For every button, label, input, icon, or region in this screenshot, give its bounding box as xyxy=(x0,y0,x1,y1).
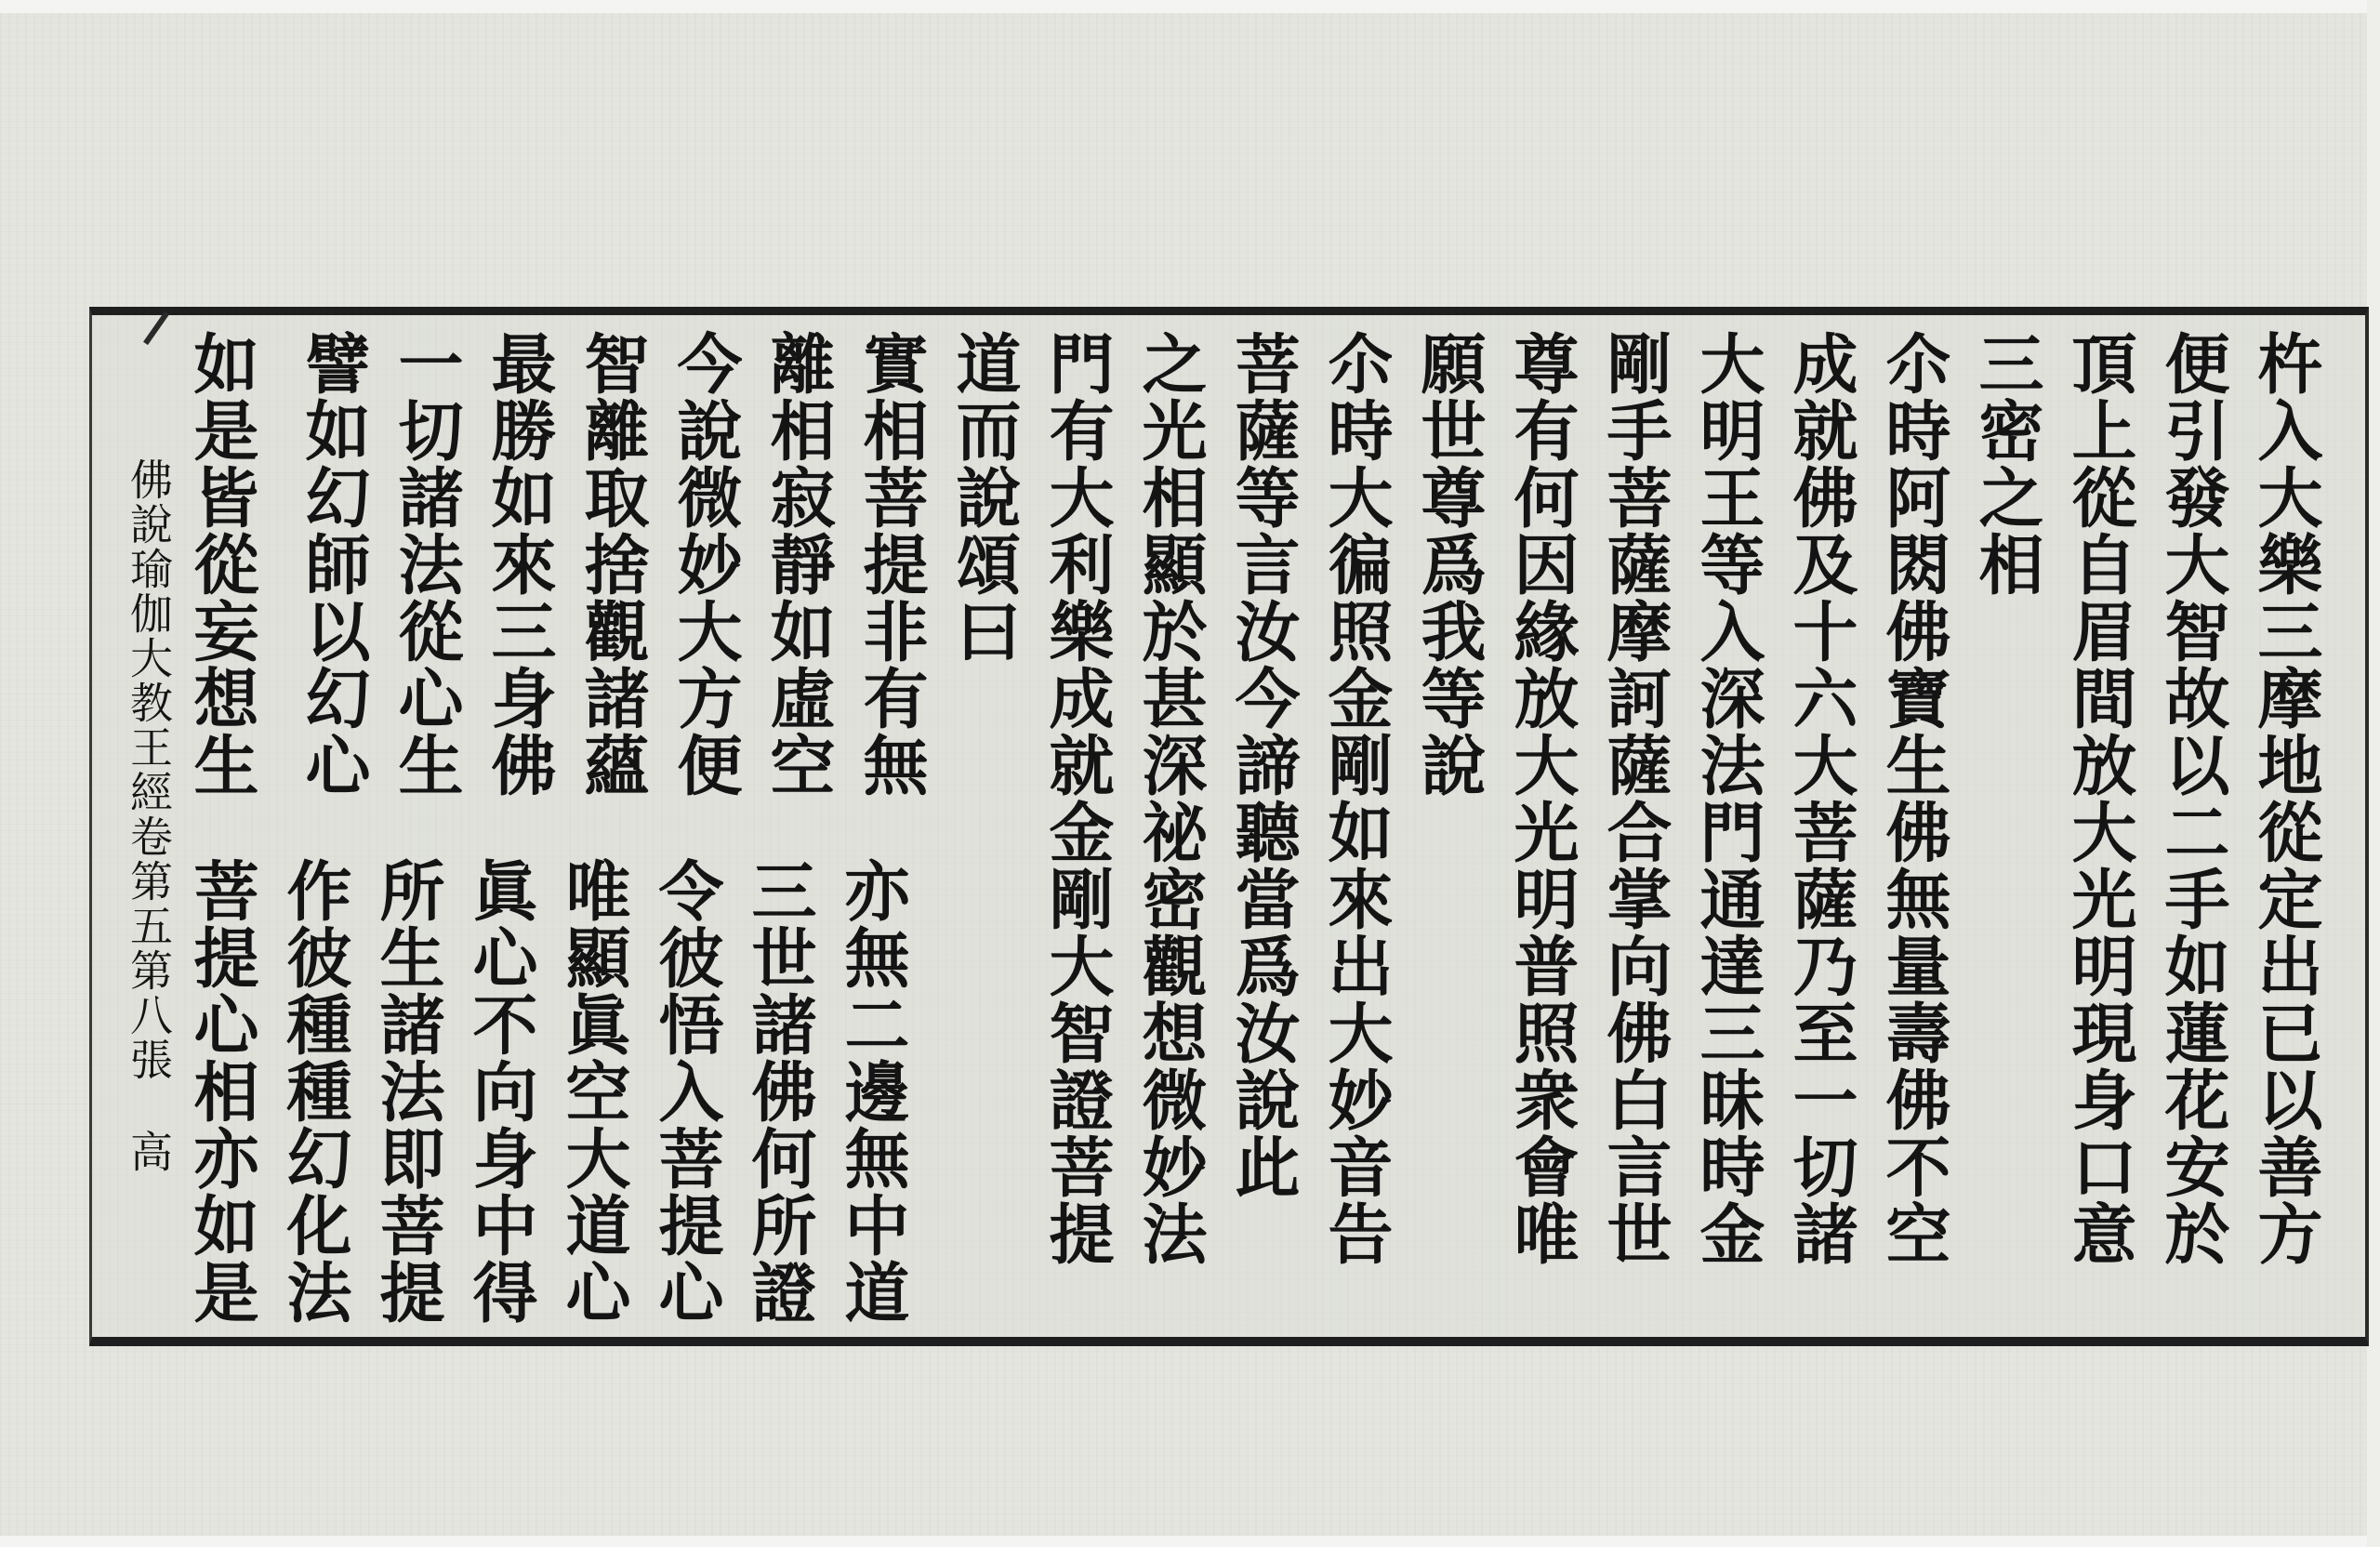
page-right-edge xyxy=(2367,0,2380,1547)
text-column-1: 杵入大樂三摩地從定出已以善方 xyxy=(2247,330,2324,1267)
text-column-5: 尒時阿閦佛寶生佛無量壽佛不空 xyxy=(1875,330,1952,1267)
verse-column-3-upper: 今說微妙大方便 xyxy=(667,330,744,799)
text-column-3: 頂上從自眉間放大光明現身口意 xyxy=(2061,330,2138,1267)
text-column-4: 三密之相 xyxy=(1968,330,2045,598)
text-column-10: 願世尊爲我等說 xyxy=(1410,330,1488,799)
carver-mark: 高 xyxy=(124,1130,174,1174)
verse-column-1-lower: 亦無二邊無中道 xyxy=(834,857,911,1326)
margin-title: 佛說瑜伽大教王經卷第五 xyxy=(124,457,174,948)
folio-number: 第八張 xyxy=(124,948,174,1082)
text-column-12: 菩薩等言汝今諦聽當爲汝說此 xyxy=(1224,330,1302,1200)
verse-column-8-lower: 菩提心相亦如是 xyxy=(183,857,260,1326)
text-column-6: 成就佛及十六大菩薩乃至一切諸 xyxy=(1782,330,1859,1267)
verse-column-2-upper: 離相寂靜如虛空 xyxy=(760,330,837,799)
verse-column-2-lower: 三世諸佛何所證 xyxy=(741,857,818,1326)
verse-column-6-lower: 所生諸法即菩提 xyxy=(369,857,446,1326)
text-column-14: 門有大利樂成就金剛大智證菩提 xyxy=(1038,330,1116,1267)
verse-column-4-lower: 唯顯眞空大道心 xyxy=(555,857,632,1326)
text-column-13: 之光相顯於甚深祕密觀想微妙法 xyxy=(1131,330,1209,1267)
verse-column-8-upper: 如是皆從妄想生 xyxy=(183,330,260,799)
page-top-edge xyxy=(0,0,2380,13)
text-column-2: 便引發大智故以二手如蓮花安於 xyxy=(2154,330,2231,1267)
verse-column-7-upper: 譬如幻師以幻心 xyxy=(295,330,372,799)
verse-column-1-upper: 實相菩提非有無 xyxy=(853,330,930,799)
verse-column-5-upper: 最勝如來三身佛 xyxy=(481,330,558,799)
verse-column-5-lower: 眞心不向身中得 xyxy=(462,857,539,1326)
text-column-9: 尊有何因緣放大光明普照衆會唯 xyxy=(1503,330,1580,1267)
text-column-15: 道而說頌曰 xyxy=(945,330,1023,665)
page-bottom-edge xyxy=(0,1536,2380,1547)
verse-column-3-lower: 令彼悟入菩提心 xyxy=(648,857,725,1326)
text-column-8: 剛手菩薩摩訶薩合掌向佛白言世 xyxy=(1596,330,1673,1267)
verse-column-6-upper: 一切諸法從心生 xyxy=(388,330,465,799)
text-column-11: 尒時大徧照金剛如來出大妙音告 xyxy=(1317,330,1395,1267)
verse-column-7-lower: 作彼種種幻化法 xyxy=(276,857,353,1326)
verse-column-4-upper: 智離取捨觀諸蘊 xyxy=(574,330,651,799)
text-column-7: 大明王等入深法門通達三昧時金 xyxy=(1689,330,1766,1267)
